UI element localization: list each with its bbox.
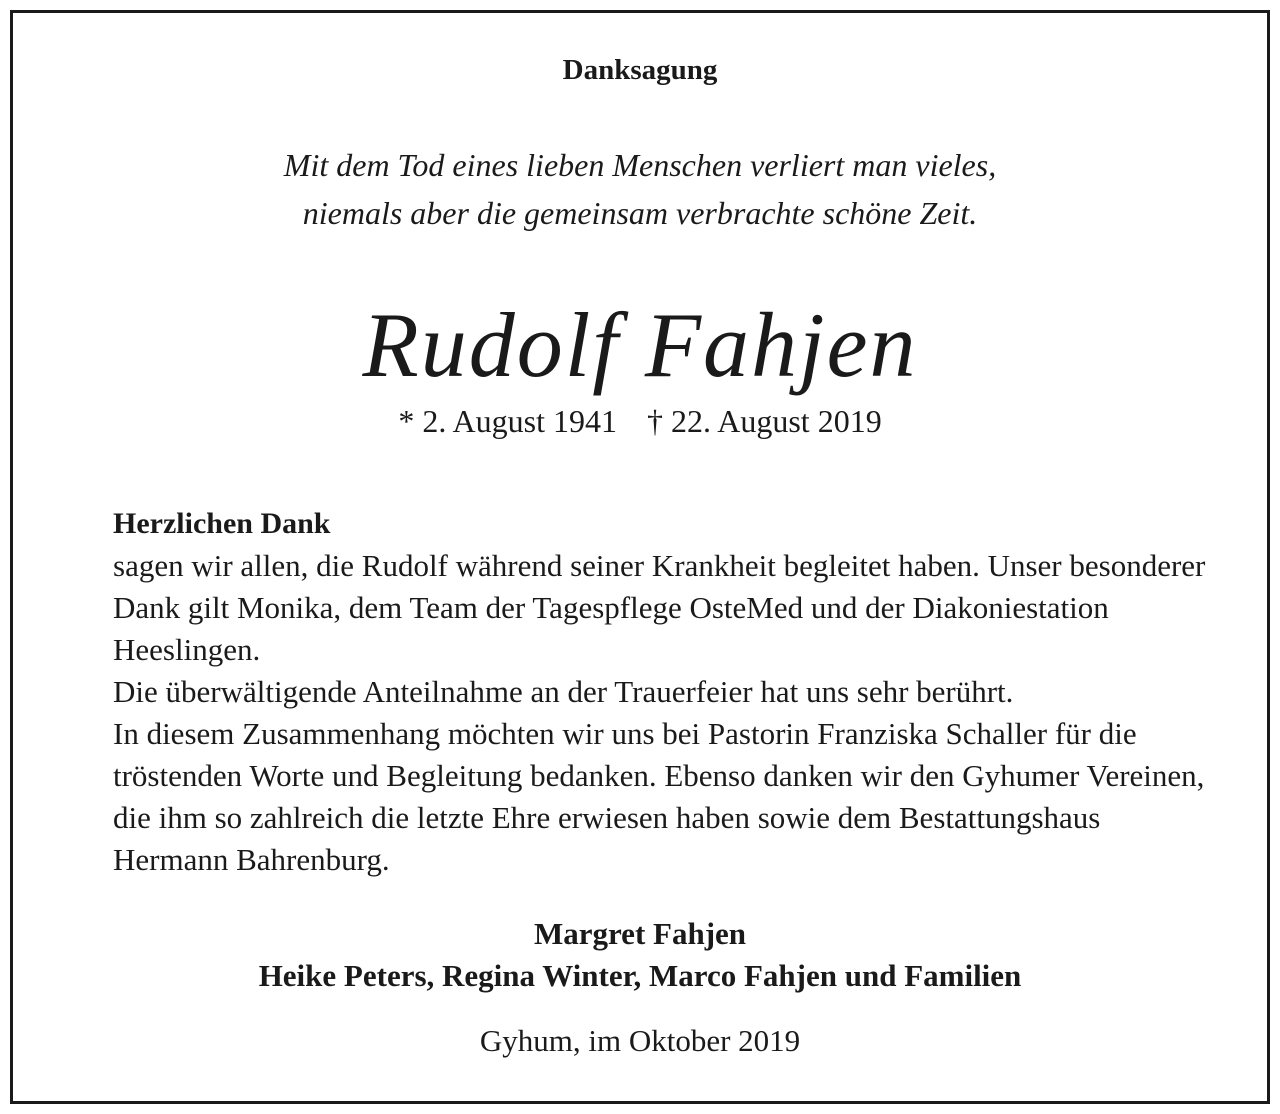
quote-line: Mit dem Tod eines lieben Menschen verliert man vieles,	[283, 147, 997, 183]
deceased-name: Rudolf Fahjen	[362, 294, 918, 396]
thanks-paragraph: In diesem Zusammenhang möchten wir uns bei Pastorin Franziska Schaller für die tröstenden Worte und Begleitung bedanken. Ebenso danken wir den Gyhumer Vereinen, die ihm so zahlreich die letzte Ehre erwiesen haben sowie dem Bestattungshaus Hermann Bahrenburg.	[113, 716, 1205, 877]
death-date: † 22. August 2019	[647, 403, 882, 439]
life-dates	[0, 401, 1280, 441]
place-date: Gyhum, im Oktober 2019	[479, 1023, 801, 1058]
thanks-paragraph: sagen wir allen, die Rudolf während seiner Krankheit begleitet haben. Unser besonderer Dank gilt Monika, dem Team der Tagespflege OsteMed und der Diakoniestation Heeslingen.	[113, 548, 1206, 667]
thanks-text	[113, 503, 1223, 881]
signer-line: Heike Peters, Regina Winter, Marco Fahjen und Familien	[258, 958, 1022, 993]
thanks-lead: Herzlichen Dank	[113, 507, 331, 540]
quote-line: niemals aber die gemeinsam verbrachte schöne Zeit.	[302, 195, 978, 231]
memorial-quote	[0, 141, 1280, 237]
birth-date: * 2. August 1941	[398, 403, 617, 439]
notice-heading: Danksagung	[562, 54, 718, 86]
thanks-paragraph: Die überwältigende Anteilnahme an der Trauerfeier hat uns sehr berührt.	[113, 674, 1014, 709]
signers	[0, 913, 1280, 997]
signer-line: Margret Fahjen	[533, 916, 747, 951]
